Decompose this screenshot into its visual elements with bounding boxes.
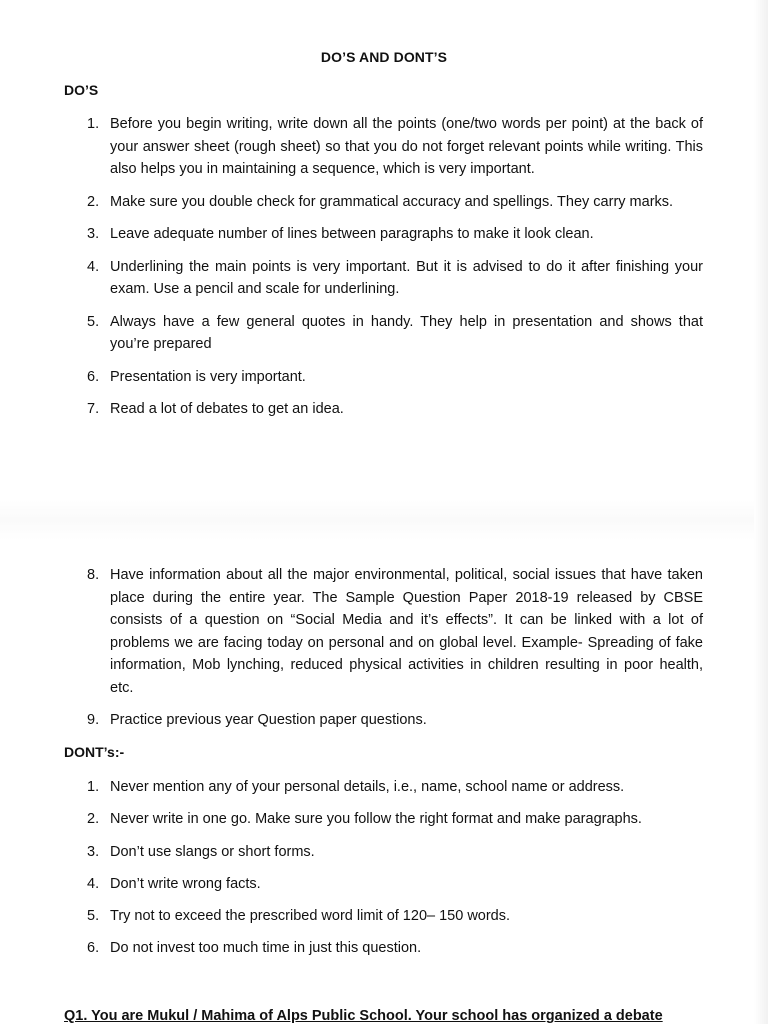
item-text: Practice previous year Question paper questions. — [110, 712, 427, 728]
list-item — [0, 873, 768, 896]
dos-heading: DO’S — [64, 82, 99, 98]
list-item — [0, 311, 768, 356]
item-text: Don’t write wrong facts. — [110, 875, 261, 892]
item-text: Have information about all the major environmental, political, social issues that have taken place during the entire year. The Sample Question Paper 2018-19 released by CBSE consists of a question on “Social Media and it’s effects”. It can be linked with a lot of problems we are facing today on personal and on global level. Example- Spreading of fake information, Mob lynching, reduced physical activities in children resulting in poor health, etc. — [110, 567, 703, 696]
page-break-gap — [0, 500, 768, 540]
list-item — [0, 841, 768, 864]
item-text: Try not to exceed the prescribed word limit of 120– 150 words. — [110, 908, 511, 925]
item-text: Read a lot of debates to get an idea. — [110, 401, 344, 417]
item-number: 3. — [87, 226, 100, 242]
list-item — [0, 937, 768, 960]
item-number: 7. — [87, 401, 100, 417]
list-item — [0, 709, 768, 732]
page-title: DO’S AND DONT’S — [320, 49, 448, 65]
item-text: Presentation is very important. — [110, 368, 306, 385]
item-number: 3. — [87, 843, 100, 860]
list-item — [0, 113, 768, 181]
item-number: 5. — [87, 908, 100, 925]
dos-list-continued — [0, 564, 768, 742]
list-item — [0, 366, 768, 389]
list-item — [0, 398, 768, 421]
donts-list — [0, 776, 768, 970]
page-edge-shadow — [754, 0, 768, 1024]
list-item — [0, 223, 768, 246]
list-item — [0, 564, 768, 699]
list-item — [0, 776, 768, 799]
item-text: Leave adequate number of lines between paragraphs to make it look clean. — [110, 226, 594, 242]
list-item — [0, 256, 768, 301]
donts-heading: DONT’s:- — [64, 744, 125, 760]
item-number: 6. — [87, 940, 100, 957]
item-number: 9. — [87, 712, 100, 728]
item-text: Underlining the main points is very important. But it is advised to do it after finishing your exam. Use a pencil and scale for underlining. — [110, 258, 703, 297]
item-text: Always have a few general quotes in handy. They help in presentation and shows that you’re prepared — [110, 313, 703, 352]
item-number: 1. — [87, 116, 100, 132]
list-item — [0, 191, 768, 214]
dos-list — [0, 113, 768, 431]
item-text: Before you begin writing, write down all the points (one/two words per point) at the back of your answer sheet (rough sheet) so that you do not forget relevant points while writing. This also helps you in maintaining a sequence, which is very important. — [110, 116, 703, 177]
item-number: 1. — [87, 779, 100, 795]
item-number: 8. — [87, 567, 100, 583]
item-number: 2. — [87, 811, 100, 828]
item-number: 4. — [87, 875, 100, 892]
item-text: Do not invest too much time in just this question. — [110, 940, 422, 957]
item-text: Never write in one go. Make sure you follow the right format and make paragraphs. — [110, 811, 642, 828]
item-text: Never mention any of your personal details, i.e., name, school name or address. — [110, 779, 625, 795]
item-text: Don’t use slangs or short forms. — [110, 843, 315, 860]
item-text: Make sure you double check for grammatical accuracy and spellings. They carry marks. — [110, 193, 674, 210]
question-heading: Q1. You are Mukul / Mahima of Alps Public School. Your school has organized a debate — [64, 1008, 663, 1024]
list-item — [0, 905, 768, 928]
item-number: 4. — [87, 258, 100, 275]
list-item — [0, 808, 768, 831]
item-number: 6. — [87, 368, 100, 385]
item-number: 5. — [87, 313, 100, 330]
item-number: 2. — [87, 193, 100, 210]
